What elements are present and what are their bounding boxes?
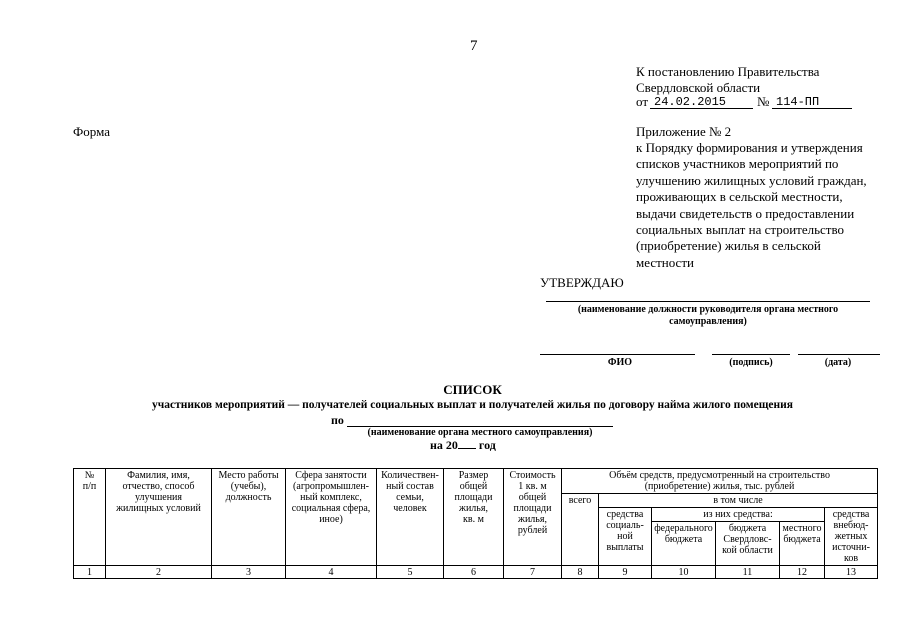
header-social-payment bbox=[599, 508, 652, 566]
header-cost-line: Стоимость bbox=[509, 470, 556, 481]
position-caption bbox=[546, 304, 870, 328]
header-total: всего bbox=[562, 494, 599, 566]
header-including: в том числе bbox=[599, 494, 878, 508]
resolution-date: 24.02.2015 bbox=[654, 95, 727, 109]
header-area-line: площади bbox=[454, 492, 493, 503]
approve-title: УТВЕРЖДАЮ bbox=[540, 275, 624, 290]
header-local bbox=[780, 522, 825, 566]
date-caption: (дата) bbox=[824, 357, 852, 368]
header-family-line: Количествен- bbox=[381, 470, 439, 481]
appendix-line: выдачи свидетельств о предоставлении bbox=[636, 205, 855, 221]
position-signature-line bbox=[546, 301, 870, 302]
header-cost bbox=[504, 469, 562, 566]
appendix-line: местности bbox=[636, 254, 694, 270]
header-extra-line: средства bbox=[832, 509, 870, 520]
header-cost-line: жилья, bbox=[518, 514, 547, 525]
header-regional-line: кой области bbox=[722, 545, 773, 556]
header-volume bbox=[562, 469, 878, 494]
fio-line bbox=[540, 354, 695, 355]
header-volume-line: (приобретение) жилья, тыс. рублей bbox=[644, 481, 795, 492]
column-number: 13 bbox=[825, 566, 878, 579]
column-number: 7 bbox=[504, 566, 562, 579]
header-extra-line: источни- bbox=[832, 542, 870, 553]
header-family-line: семьи, bbox=[396, 492, 424, 503]
appendix-line: социальных выплат на строительство bbox=[636, 222, 845, 238]
header-name bbox=[106, 469, 212, 566]
header-employment-sphere bbox=[286, 469, 377, 566]
header-federal bbox=[652, 522, 716, 566]
header-sphere-line: социальная сфера, bbox=[291, 503, 371, 514]
column-numbers-row bbox=[74, 566, 878, 579]
header-family-line: ный состав bbox=[386, 481, 434, 492]
header-volume-line: Объём средств, предусмотренный на строительство bbox=[609, 470, 830, 481]
column-number: 4 bbox=[286, 566, 377, 579]
participants-table bbox=[73, 468, 878, 579]
appendix-text bbox=[636, 140, 867, 271]
header-num-line: п/п bbox=[82, 481, 97, 492]
header-workplace bbox=[212, 469, 286, 566]
header-extra-budget bbox=[825, 508, 878, 566]
column-number: 1 bbox=[74, 566, 106, 579]
header-cost-line: рублей bbox=[517, 525, 548, 536]
resolution-date-underline bbox=[650, 108, 753, 109]
header-area-line: кв. м bbox=[463, 514, 484, 525]
header-from-them: из них средства: bbox=[652, 508, 825, 522]
list-subtitle: участников мероприятий — получателей социальных выплат и получателей жилья по договору найма жилого помещения bbox=[152, 399, 793, 411]
resolution-number-label: № bbox=[757, 94, 770, 109]
position-caption-line-1: (наименование должности руководителя органа местного bbox=[577, 304, 839, 315]
header-family-size bbox=[377, 469, 444, 566]
resolution-from-label: от bbox=[636, 94, 649, 109]
header-area bbox=[444, 469, 504, 566]
date-line bbox=[798, 354, 880, 355]
header-name-line: Фамилия, имя, bbox=[127, 470, 190, 481]
appendix-line: списков участников мероприятий по bbox=[636, 156, 839, 172]
column-number: 2 bbox=[106, 566, 212, 579]
header-name-line: отчество, способ bbox=[122, 481, 195, 492]
header-family-line: человек bbox=[393, 503, 427, 514]
signature-line bbox=[712, 354, 790, 355]
position-caption-line-2: самоуправления) bbox=[669, 316, 747, 327]
header-cost-line: 1 кв. м bbox=[518, 481, 547, 492]
header-workplace-line: Место работы bbox=[218, 470, 279, 481]
header-social-line: выплаты bbox=[606, 542, 644, 553]
list-po: по bbox=[331, 413, 344, 427]
header-name-line: жилищных условий bbox=[116, 503, 201, 514]
column-number: 5 bbox=[377, 566, 444, 579]
header-area-line: Размер bbox=[458, 470, 489, 481]
fio-caption: ФИО bbox=[607, 357, 633, 368]
header-regional-line: бюджета bbox=[728, 523, 767, 534]
resolution-number: 114-ПП bbox=[776, 95, 820, 109]
form-label: Форма bbox=[73, 124, 110, 139]
header-extra-line: внебюд- bbox=[833, 520, 869, 531]
header-workplace-line: должность bbox=[225, 492, 272, 503]
resolution-number-underline bbox=[772, 108, 852, 109]
header-social-line: средства bbox=[606, 509, 644, 520]
header-extra-line: ков bbox=[843, 553, 859, 564]
header-num bbox=[74, 469, 106, 566]
header-num-line: № bbox=[84, 470, 95, 481]
header-local-line: местного bbox=[782, 523, 822, 534]
header-area-line: общей bbox=[459, 481, 488, 492]
header-local-line: бюджета bbox=[783, 534, 821, 545]
resolution-line-2: Свердловской области bbox=[636, 80, 761, 95]
year-suffix: год bbox=[478, 438, 496, 452]
header-regional-line: Свердловс- bbox=[723, 534, 772, 545]
appendix-line: к Порядку формирования и утверждения bbox=[636, 140, 863, 155]
header-cost-line: площади bbox=[513, 503, 552, 514]
year-prefix: на 20 bbox=[430, 438, 458, 452]
column-number: 12 bbox=[780, 566, 825, 579]
column-number: 9 bbox=[599, 566, 652, 579]
header-sphere-line: иное) bbox=[319, 514, 343, 525]
header-workplace-line: (учебы), bbox=[230, 481, 267, 492]
column-number: 10 bbox=[652, 566, 716, 579]
column-number: 6 bbox=[444, 566, 504, 579]
header-social-line: ной bbox=[617, 531, 633, 542]
header-federal-line: бюджета bbox=[664, 534, 703, 545]
list-year bbox=[430, 438, 496, 453]
header-social-line: социаль- bbox=[606, 520, 644, 531]
signature-caption: (подпись) bbox=[729, 357, 773, 368]
column-number: 8 bbox=[562, 566, 599, 579]
header-area-line: жилья, bbox=[459, 503, 488, 514]
resolution-line-1: К постановлению Правительства bbox=[636, 64, 820, 79]
header-sphere-line: (агропромышлен- bbox=[293, 481, 369, 492]
appendix-line: (приобретение) жилья в сельской bbox=[636, 238, 821, 254]
header-federal-line: федерального bbox=[654, 523, 713, 534]
column-number: 3 bbox=[212, 566, 286, 579]
header-name-line: улучшения bbox=[134, 492, 183, 503]
header-cost-line: общей bbox=[518, 492, 547, 503]
list-title: СПИСОК bbox=[443, 382, 502, 397]
year-blank bbox=[458, 438, 476, 449]
header-regional bbox=[716, 522, 780, 566]
appendix-line: проживающих в сельской местности, bbox=[636, 189, 843, 205]
column-number: 11 bbox=[716, 566, 780, 579]
header-extra-line: жетных bbox=[834, 531, 868, 542]
org-caption: (наименование органа местного самоуправления) bbox=[367, 427, 593, 438]
page-number: 7 bbox=[470, 38, 478, 54]
header-sphere-line: Сфера занятости bbox=[295, 470, 367, 481]
appendix-line: улучшению жилищных условий граждан, bbox=[636, 172, 867, 188]
appendix-title: Приложение № 2 bbox=[636, 124, 732, 139]
header-sphere-line: ный комплекс, bbox=[300, 492, 362, 503]
